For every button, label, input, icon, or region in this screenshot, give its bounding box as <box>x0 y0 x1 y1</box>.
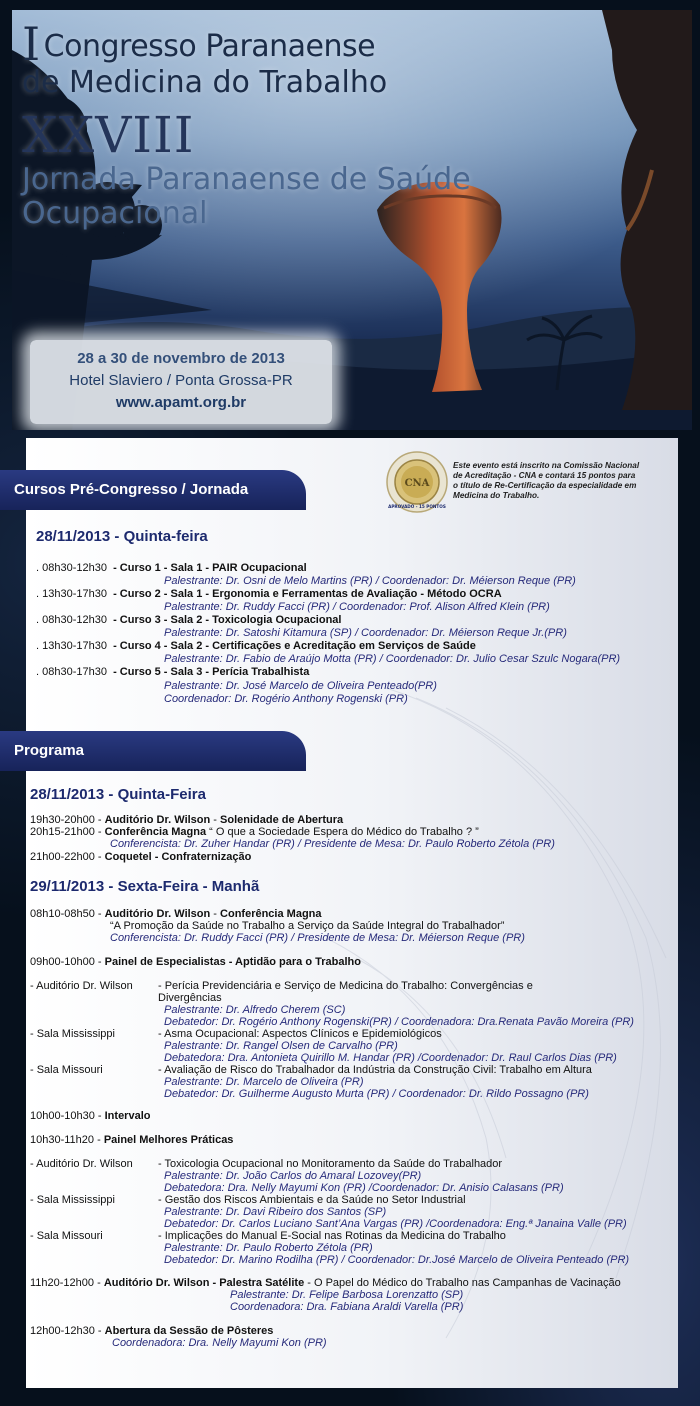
curso-2 <box>36 588 502 601</box>
cna-notice <box>453 461 653 501</box>
cna-notice-line: Medicina do Trabalho. <box>453 491 540 500</box>
cna-notice-line: Este evento está inscrito na Comissão Nacional <box>453 461 640 470</box>
painel1-sub-1a: Palestrante: Dr. Alfredo Cherem (SC) <box>164 1004 346 1016</box>
painel1-room-1: - Auditório Dr. Wilson <box>30 980 133 992</box>
title-line-3: XXVIII <box>22 106 195 164</box>
satelite-sub-1: Palestrante: Dr. Felipe Barbosa Lorenzatto (SP) <box>230 1289 464 1301</box>
day1-item-2-sub: Conferencista: Dr. Zuher Handar (PR) / Presidente de Mesa: Dr. Paulo Roberto Zétola (PR) <box>110 838 555 850</box>
painel1-topic-2: - Asma Ocupacional: Aspectos Clínicos e Epidemiológicos <box>158 1028 442 1040</box>
painel1-heading <box>30 956 361 969</box>
item-time: 09h00-10h00 - <box>30 956 105 968</box>
painel1-room-2: - Sala Mississippi <box>30 1028 115 1040</box>
painel2-sub-2a: Palestrante: Dr. Davi Ribeiro dos Santos (SP) <box>164 1206 387 1218</box>
painel2-room-2: - Sala Mississippi <box>30 1194 115 1206</box>
item-time: 12h00-12h30 - <box>30 1325 105 1337</box>
curso-time: . 08h30-12h30 <box>36 614 107 626</box>
painel2-room-1: - Auditório Dr. Wilson <box>30 1158 133 1170</box>
item-time: 10h30-11h20 - <box>30 1134 104 1146</box>
item-sep: - <box>210 908 221 920</box>
item-title: Solenidade de Abertura <box>220 814 344 826</box>
day2-conferencia-title: “A Promoção da Saúde no Trabalho a Serviço da Saúde Integral do Trabalhador” <box>110 920 505 932</box>
painel1-sub-3a: Palestrante: Dr. Marcelo de Oliveira (PR) <box>164 1076 364 1088</box>
hero-banner <box>12 10 692 430</box>
cna-seal-ring-text: APROVADO - 15 PONTOS <box>388 504 446 509</box>
cna-seal-icon <box>386 451 448 513</box>
day1-item-3 <box>30 851 251 864</box>
section-tab-programa: Programa <box>0 731 306 771</box>
roman-numeral: I <box>22 17 40 71</box>
cna-seal-text: CNA <box>404 478 430 489</box>
curso-3 <box>36 614 341 627</box>
intervalo <box>30 1110 150 1123</box>
painel2-topic-2: - Gestão dos Riscos Ambientais e da Saúde no Setor Industrial <box>158 1194 466 1206</box>
title-line-5: Ocupacional <box>22 196 208 231</box>
item-desc: “ O que a Sociedade Espera do Médico do Trabalho ? ” <box>206 826 479 838</box>
item-time: 19h30-20h00 - <box>30 814 105 826</box>
curso-title: - Curso 1 - Sala 1 - PAIR Ocupacional <box>113 562 307 574</box>
event-info-box <box>30 340 332 424</box>
item-time: 21h00-22h00 - <box>30 851 105 863</box>
curso-5 <box>36 666 309 679</box>
item-sep: - <box>210 814 221 826</box>
painel1-sub-2a: Palestrante: Dr. Rangel Olsen de Carvalho (PR) <box>164 1040 398 1052</box>
painel2-topic-3: - Implicações do Manual E-Social nas Rotinas da Medicina do Trabalho <box>158 1230 506 1242</box>
curso-1-sub: Palestrante: Dr. Osni de Melo Martins (PR) / Coordenador: Dr. Méierson Reque (PR) <box>164 575 576 587</box>
painel2-room-3: - Sala Missouri <box>30 1230 103 1242</box>
item-time: 08h10-08h50 - <box>30 908 105 920</box>
painel2-sub-1a: Palestrante: Dr. João Carlos do Amaral Lozovey(PR) <box>164 1170 422 1182</box>
painel2-sub-1b: Debatedora: Dra. Nelly Mayumi Kon (PR) /Coordenador: Dr. Anisio Calasans (PR) <box>164 1182 564 1194</box>
painel1-topic-3: - Avaliação de Risco do Trabalhador da Indústria da Construção Civil: Trabalho em Altura <box>158 1064 592 1076</box>
painel1-topic-1a: - Perícia Previdenciária e Serviço de Medicina do Trabalho: Convergências e <box>158 980 533 992</box>
curso-1 <box>36 562 307 575</box>
painel1-room-3: - Sala Missouri <box>30 1064 103 1076</box>
title-line-1-text: Congresso Paranaense <box>43 29 376 64</box>
item-time: 11h20-12h00 - <box>30 1277 104 1289</box>
event-url[interactable]: www.apamt.org.br <box>115 394 247 411</box>
painel2-topic-1: - Toxicologia Ocupacional no Monitoramento da Saúde do Trabalhador <box>158 1158 503 1170</box>
title-line-4: Jornada Paranaense de Saúde <box>22 162 471 197</box>
curso-2-sub: Palestrante: Dr. Ruddy Facci (PR) / Coordenador: Prof. Alison Alfred Klein (PR) <box>164 601 550 613</box>
curso-3-sub: Palestrante: Dr. Satoshi Kitamura (SP) / Coordenador: Dr. Méierson Reque Jr.(PR) <box>164 627 567 639</box>
item-venue: Auditório Dr. Wilson <box>104 908 211 920</box>
cna-notice-line: o título de Re-Certificação da especialidade em <box>453 481 637 490</box>
day2-date-heading: 29/11/2013 - Sexta-Feira - Manhã <box>30 878 260 895</box>
curso-time: . 13h30-17h30 <box>36 640 107 652</box>
item-time: 10h00-10h30 - <box>30 1110 105 1122</box>
curso-5-sub-2: Coordenador: Dr. Rogério Anthony Rogenski (PR) <box>164 693 408 705</box>
day2-conferencia-sub: Conferencista: Dr. Ruddy Facci (PR) / Presidente de Mesa: Dr. Méierson Reque (PR) <box>110 932 525 944</box>
curso-title: - Curso 4 - Sala 2 - Certificações e Acreditação em Serviços de Saúde <box>113 640 476 652</box>
curso-title: - Curso 2 - Sala 1 - Ergonomia e Ferramentas de Avaliação - Método OCRA <box>113 588 502 600</box>
title-line-2: de Medicina do Trabalho <box>22 65 388 100</box>
curso-title: - Curso 5 - Sala 3 - Perícia Trabalhista <box>113 666 310 678</box>
painel2-sub-3a: Palestrante: Dr. Paulo Roberto Zétola (PR) <box>164 1242 373 1254</box>
painel2-sub-3b: Debatedor: Dr. Marino Rodilha (PR) / Coordenador: Dr.José Marcelo de Oliveira Penteado (PR) <box>164 1254 630 1266</box>
curso-time: . 08h30-17h30 <box>36 666 107 678</box>
painel1-sub-3b: Debatedor: Dr. Guilherme Augusto Murta (PR) / Coordenador: Dr. Rildo Possagno (PR) <box>164 1088 589 1100</box>
curso-time: . 08h30-12h30 <box>36 562 107 574</box>
posteres-sub: Coordenadora: Dra. Nelly Mayumi Kon (PR) <box>112 1337 327 1349</box>
event-venue: Hotel Slaviero / Ponta Grossa-PR <box>69 372 293 389</box>
item-venue: Auditório Dr. Wilson <box>104 814 211 826</box>
event-title <box>22 17 471 231</box>
item-title: Conferência Magna <box>104 826 207 838</box>
curso-4-sub: Palestrante: Dr. Fabio de Araújo Motta (PR) / Coordenador: Dr. Julio Cesar Szulc Nogara(PR) <box>164 653 621 665</box>
satelite-sub-2: Coordenadora: Dra. Fabiana Araldi Varella (PR) <box>230 1301 464 1313</box>
painel1-sub-1b: Debatedor: Dr. Rogério Anthony Rogenski(PR) / Coordenadora: Dra.Renata Pavão Moreira (PR) <box>164 1016 634 1028</box>
item-title: Painel de Especialistas - Aptidão para o Trabalho <box>104 956 361 968</box>
curso-time: . 13h30-17h30 <box>36 588 107 600</box>
cna-notice-line: de Acreditação - CNA e contará 15 pontos para <box>453 471 636 480</box>
item-title: Auditório Dr. Wilson - Palestra Satélite <box>103 1277 305 1289</box>
curso-title: - Curso 3 - Sala 2 - Toxicologia Ocupacional <box>113 614 342 626</box>
item-desc: - O Papel do Médico do Trabalho nas Campanhas de Vacinação <box>304 1277 621 1289</box>
section-tab-cursos: Cursos Pré-Congresso / Jornada <box>0 470 306 510</box>
curso-5-sub-1: Palestrante: Dr. José Marcelo de Oliveira Penteado(PR) <box>164 680 437 692</box>
painel1-topic-1b: Divergências <box>158 992 222 1004</box>
curso-4 <box>36 640 476 653</box>
item-title: Intervalo <box>104 1110 151 1122</box>
painel2-sub-2b: Debatedor: Dr. Carlos Luciano Sant’Ana Vargas (PR) /Coordenadora: Eng.ª Janaina Valle (PR) <box>164 1218 627 1230</box>
item-title: Painel Melhores Práticas <box>103 1134 234 1146</box>
cursos-date-heading: 28/11/2013 - Quinta-feira <box>36 528 208 545</box>
item-title: Coquetel - Confraternização <box>104 851 252 863</box>
event-dates: 28 a 30 de novembro de 2013 <box>77 350 285 367</box>
title-line-1 <box>22 17 471 71</box>
item-title: Abertura da Sessão de Pôsteres <box>104 1325 274 1337</box>
item-time: 20h15-21h00 - <box>30 826 105 838</box>
item-title: Conferência Magna <box>220 908 322 920</box>
day1-date-heading: 28/11/2013 - Quinta-Feira <box>30 786 206 803</box>
painel1-sub-2b: Debatedora: Dra. Antonieta Quirillo M. Handar (PR) /Coordenador: Dr. Raul Carlos Dias (PR) <box>164 1052 617 1064</box>
painel2-heading <box>30 1134 233 1147</box>
